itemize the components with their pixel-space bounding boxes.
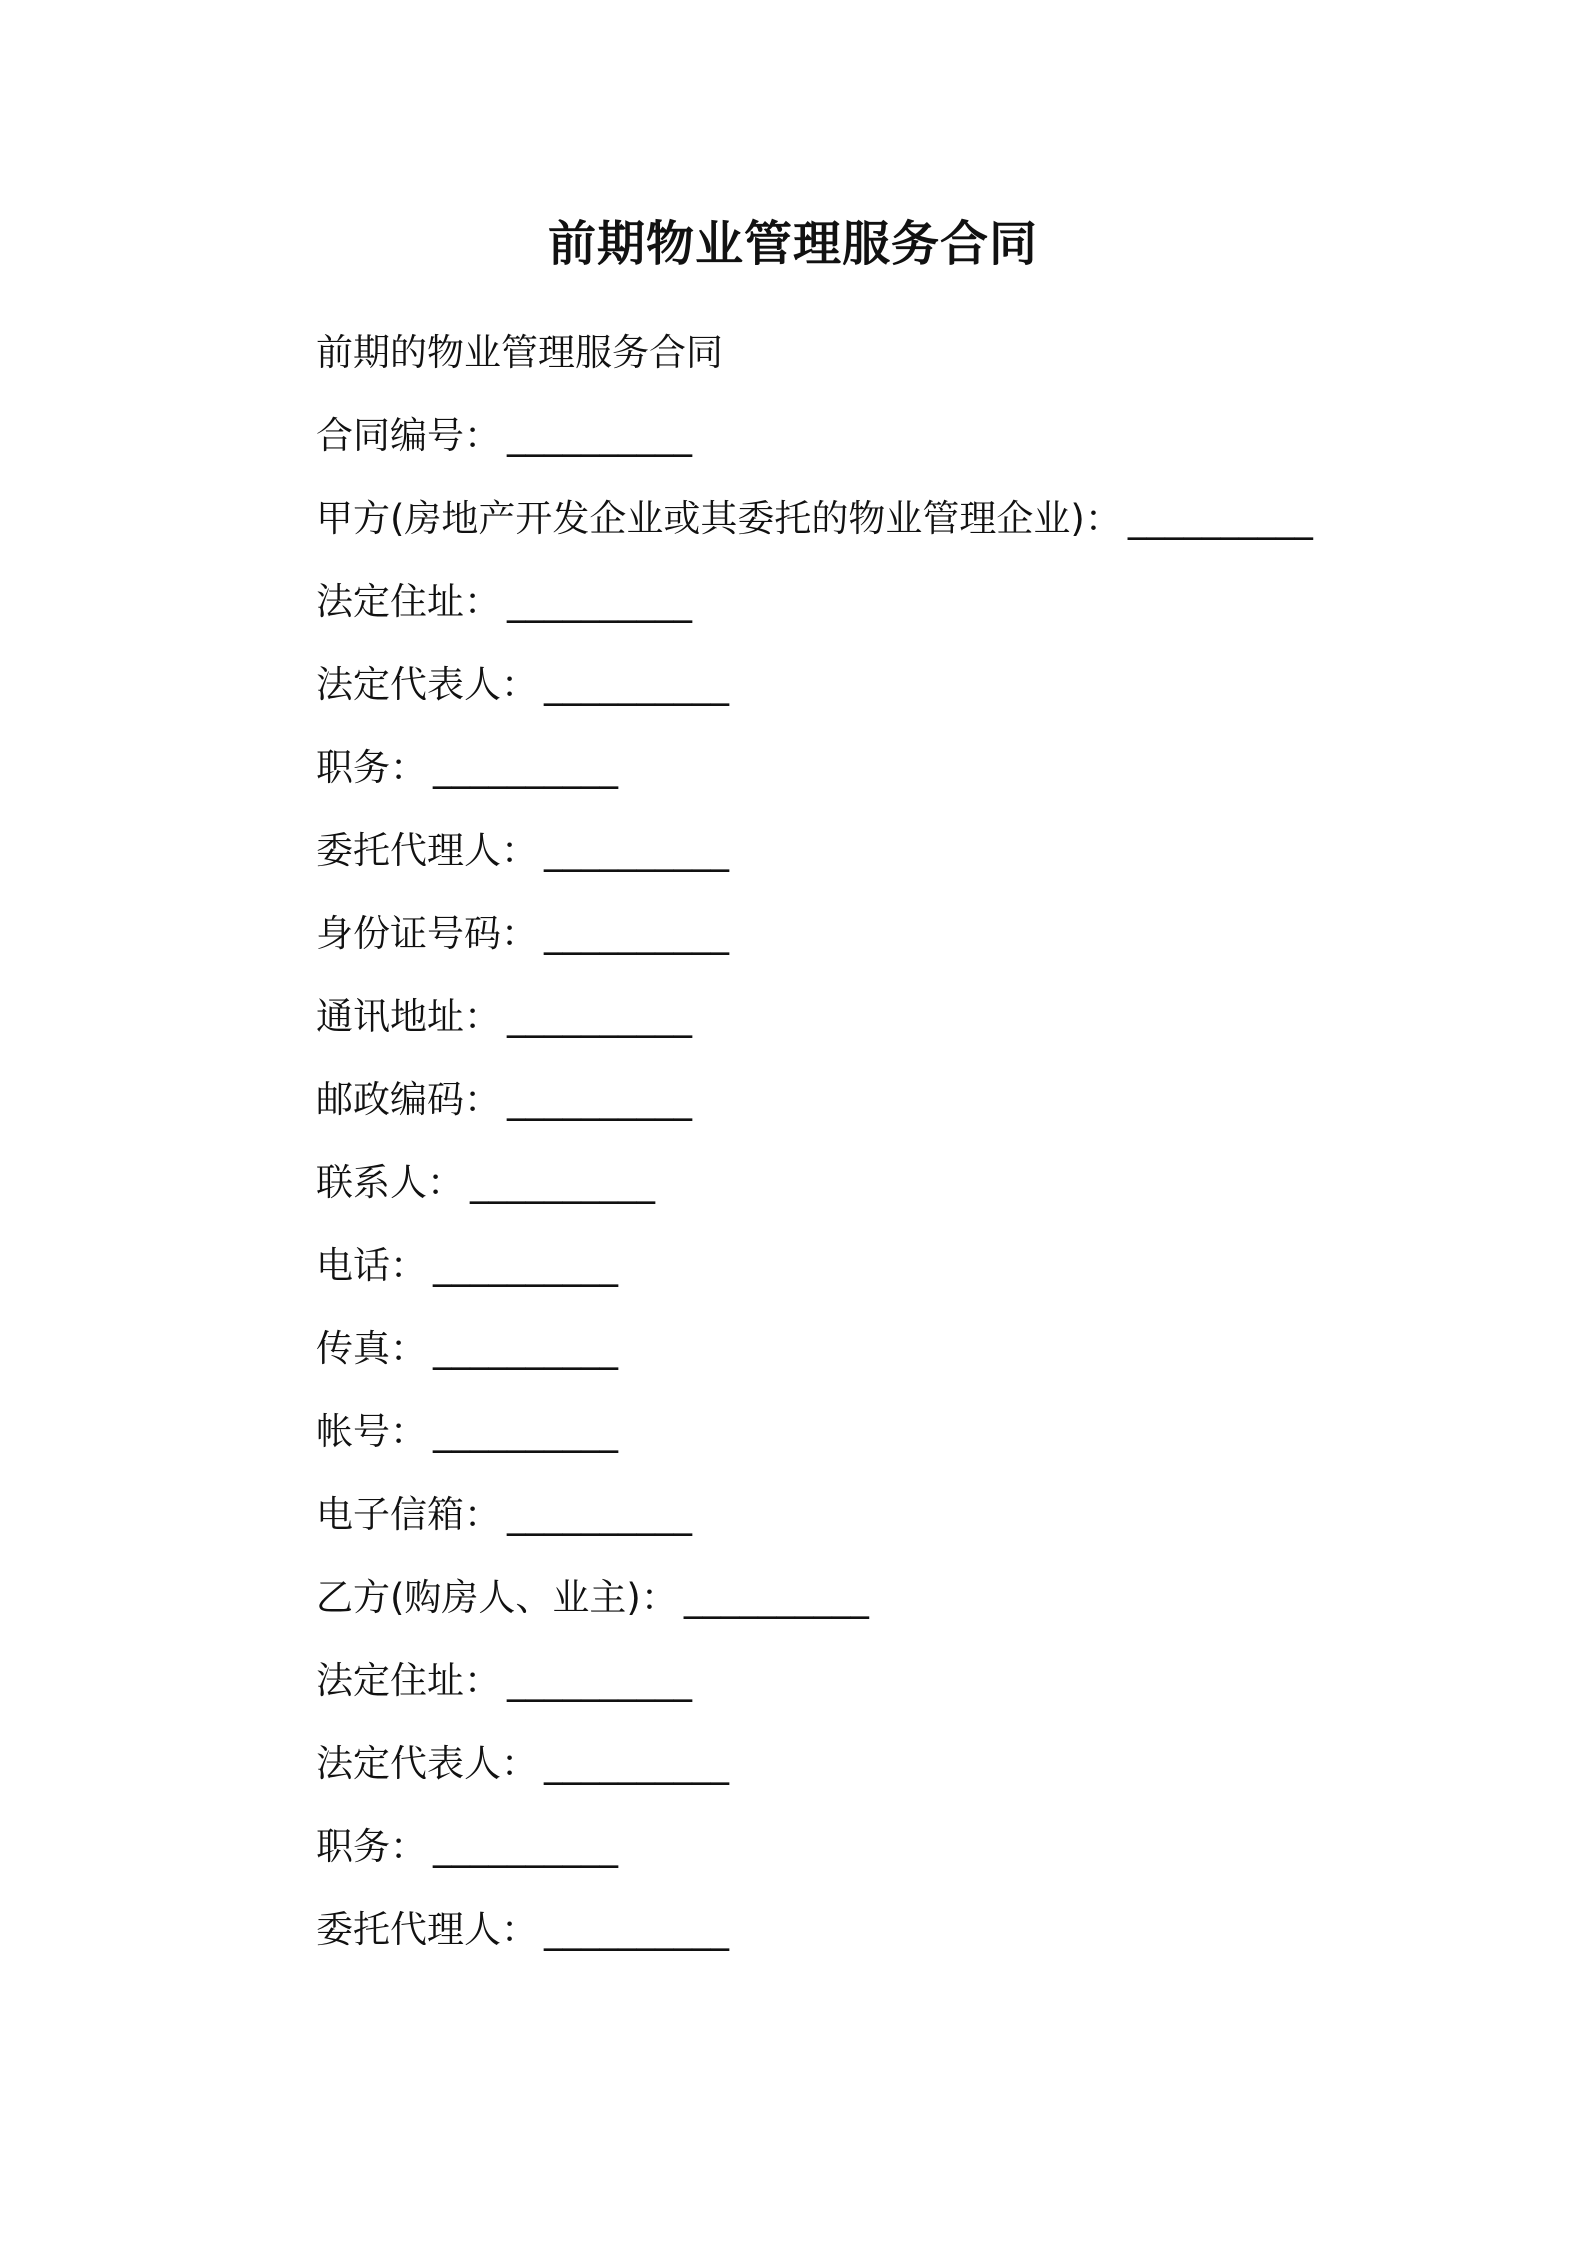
field-blank: __________ xyxy=(1127,497,1313,540)
field-label: 身份证号码： xyxy=(316,912,538,955)
field-label: 帐号： xyxy=(316,1410,427,1453)
field-party-b-address xyxy=(316,1655,1416,1707)
field-label: 甲方(房地产开发企业或其委托的物业管理企业)： xyxy=(316,497,1122,540)
field-blank: __________ xyxy=(507,580,692,623)
field-label: 联系人： xyxy=(316,1161,464,1204)
field-label: 合同编号： xyxy=(316,414,501,457)
field-blank: __________ xyxy=(433,746,618,789)
field-blank: __________ xyxy=(433,1410,618,1453)
field-label: 邮政编码： xyxy=(316,1078,501,1121)
field-blank: __________ xyxy=(507,1659,692,1702)
field-blank: __________ xyxy=(433,1327,618,1370)
field-blank: __________ xyxy=(433,1244,618,1287)
field-party-b-agent xyxy=(316,1904,1416,1956)
field-party-a-account xyxy=(316,1406,1416,1458)
document-title: 前期物业管理服务合同 xyxy=(547,216,1038,272)
field-party-a-agent xyxy=(316,825,1416,877)
field-label: 委托代理人： xyxy=(316,1908,538,1951)
field-label: 职务： xyxy=(316,746,427,789)
field-label: 乙方(购房人、业主)： xyxy=(316,1576,678,1619)
field-blank: __________ xyxy=(507,995,692,1038)
field-label: 电话： xyxy=(316,1244,427,1287)
field-party-a-phone xyxy=(316,1240,1416,1292)
field-label: 职务： xyxy=(316,1825,427,1868)
field-party-a-position xyxy=(316,742,1416,794)
document-body xyxy=(316,327,1416,1987)
field-blank: __________ xyxy=(433,1825,618,1868)
field-party-a-mailing-address xyxy=(316,991,1416,1043)
field-blank: __________ xyxy=(544,1742,729,1785)
field-party-a-id-number xyxy=(316,908,1416,960)
field-party-a-fax xyxy=(316,1323,1416,1375)
field-party-a-contact xyxy=(316,1157,1416,1209)
field-blank: __________ xyxy=(544,829,729,872)
field-blank: __________ xyxy=(507,1493,692,1536)
field-label: 传真： xyxy=(316,1327,427,1370)
field-contract-number xyxy=(316,410,1416,462)
field-label: 电子信箱： xyxy=(316,1493,501,1536)
document-subtitle: 前期的物业管理服务合同 xyxy=(316,331,723,374)
field-blank: __________ xyxy=(683,1576,869,1619)
field-label: 法定代表人： xyxy=(316,663,538,706)
field-party-b-legal-rep xyxy=(316,1738,1416,1790)
field-blank: __________ xyxy=(507,414,692,457)
field-blank: __________ xyxy=(544,663,729,706)
field-blank: __________ xyxy=(470,1161,655,1204)
field-party-a-email xyxy=(316,1489,1416,1541)
field-label: 委托代理人： xyxy=(316,829,538,872)
field-party-b-position xyxy=(316,1821,1416,1873)
field-party-a xyxy=(316,493,1416,545)
field-blank: __________ xyxy=(544,1908,729,1951)
field-label: 通讯地址： xyxy=(316,995,501,1038)
field-party-a-postal-code xyxy=(316,1074,1416,1126)
field-label: 法定住址： xyxy=(316,1659,501,1702)
field-blank: __________ xyxy=(544,912,729,955)
field-label: 法定住址： xyxy=(316,580,501,623)
field-blank: __________ xyxy=(507,1078,692,1121)
field-label: 法定代表人： xyxy=(316,1742,538,1785)
field-party-a-legal-rep xyxy=(316,659,1416,711)
field-party-a-address xyxy=(316,576,1416,628)
field-party-b xyxy=(316,1572,1416,1624)
